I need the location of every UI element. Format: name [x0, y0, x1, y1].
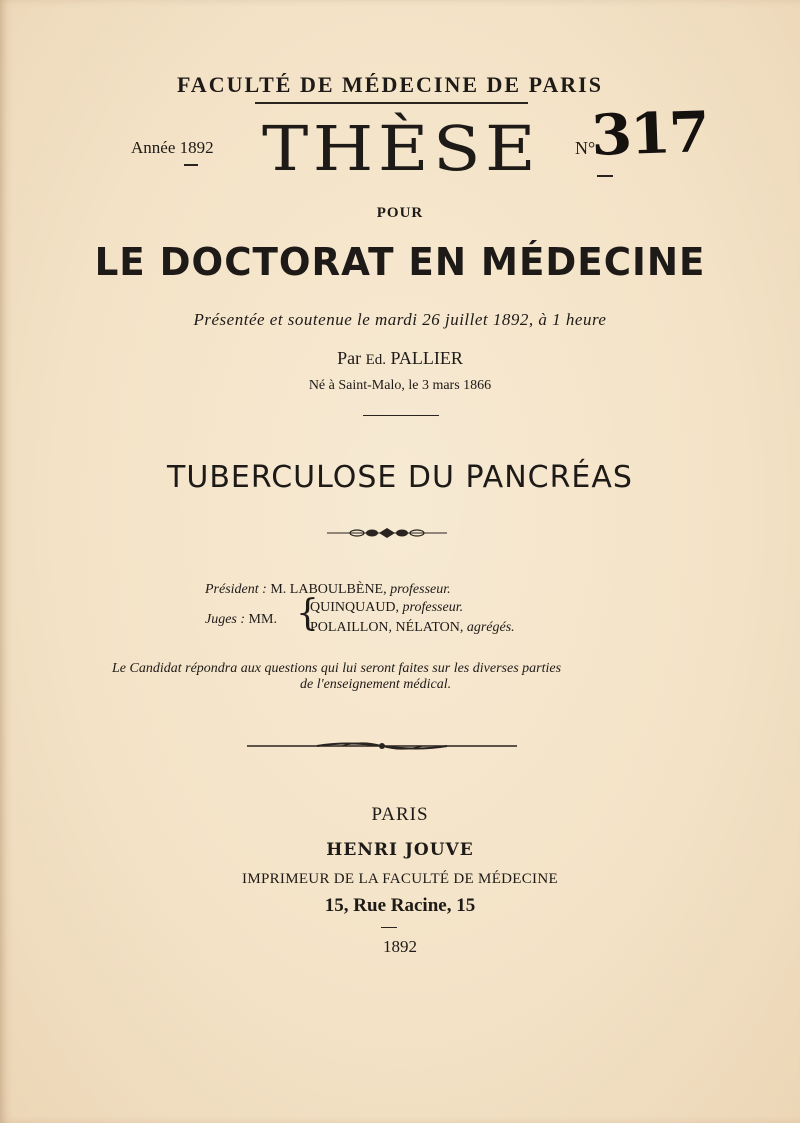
par-label: Par	[337, 348, 362, 368]
faculty-underline	[255, 102, 528, 104]
president-role: professeur.	[390, 582, 451, 597]
author-line	[0, 348, 800, 369]
faculty-heading: FACULTÉ DE MÉDECINE DE PARIS	[177, 72, 603, 97]
juge2-name: POLAILLON, NÉLATON,	[310, 620, 464, 635]
pour-label: POUR	[376, 205, 424, 221]
brace-icon: {	[296, 593, 319, 634]
candidate-note-line2: de l'enseignement médical.	[300, 677, 452, 692]
number-label: N°	[575, 138, 596, 158]
defense-date: Présentée et soutenue le mardi 26 juillet 1892, à 1 heure	[193, 310, 607, 329]
candidate-note	[112, 661, 672, 693]
juge-2	[310, 620, 515, 636]
degree-heading: LE DOCTORAT EN MÉDECINE	[94, 240, 706, 284]
imprint-address: 15, Rue Racine, 15	[324, 895, 476, 916]
juge1-name: QUINQUAUD,	[310, 600, 400, 615]
president-name: M. LABOULBÈNE,	[270, 582, 387, 597]
thesis-title: TUBERCULOSE DU PANCRÉAS	[167, 460, 633, 495]
imprint-city: PARIS	[371, 804, 429, 825]
juge1-role: professeur.	[402, 600, 464, 615]
ornament-divider-icon	[327, 523, 447, 543]
imprint-dash	[381, 927, 397, 928]
year-dash	[184, 164, 198, 166]
imprint-year: 1892	[383, 937, 417, 956]
author-birth: Né à Saint-Malo, le 3 mars 1866	[308, 378, 492, 393]
juge-1	[310, 600, 463, 616]
juge2-role: agrégés.	[466, 620, 515, 635]
juges-label: Juges : MM.	[205, 612, 277, 627]
imprint-printer: HENRI JOUVE	[326, 840, 474, 860]
author-name: PALLIER	[390, 348, 463, 368]
juges-mm: MM.	[248, 612, 277, 627]
these-title: THÈSE	[262, 112, 541, 185]
imprint-role: IMPRIMEUR DE LA FACULTÉ DE MÉDECINE	[242, 871, 558, 887]
number-stamp: 317	[590, 99, 709, 169]
president-label: Président :	[205, 582, 267, 597]
number-dash	[597, 175, 613, 177]
candidate-note-line1: Le Candidat répondra aux questions qui lui seront faites sur les diverses parties	[112, 661, 562, 676]
jury-president	[205, 582, 451, 598]
section-rule	[363, 415, 439, 416]
year-label: Année 1892	[131, 138, 214, 157]
author-prefix: Ed.	[365, 352, 387, 368]
ornament-rule-icon	[247, 738, 517, 754]
